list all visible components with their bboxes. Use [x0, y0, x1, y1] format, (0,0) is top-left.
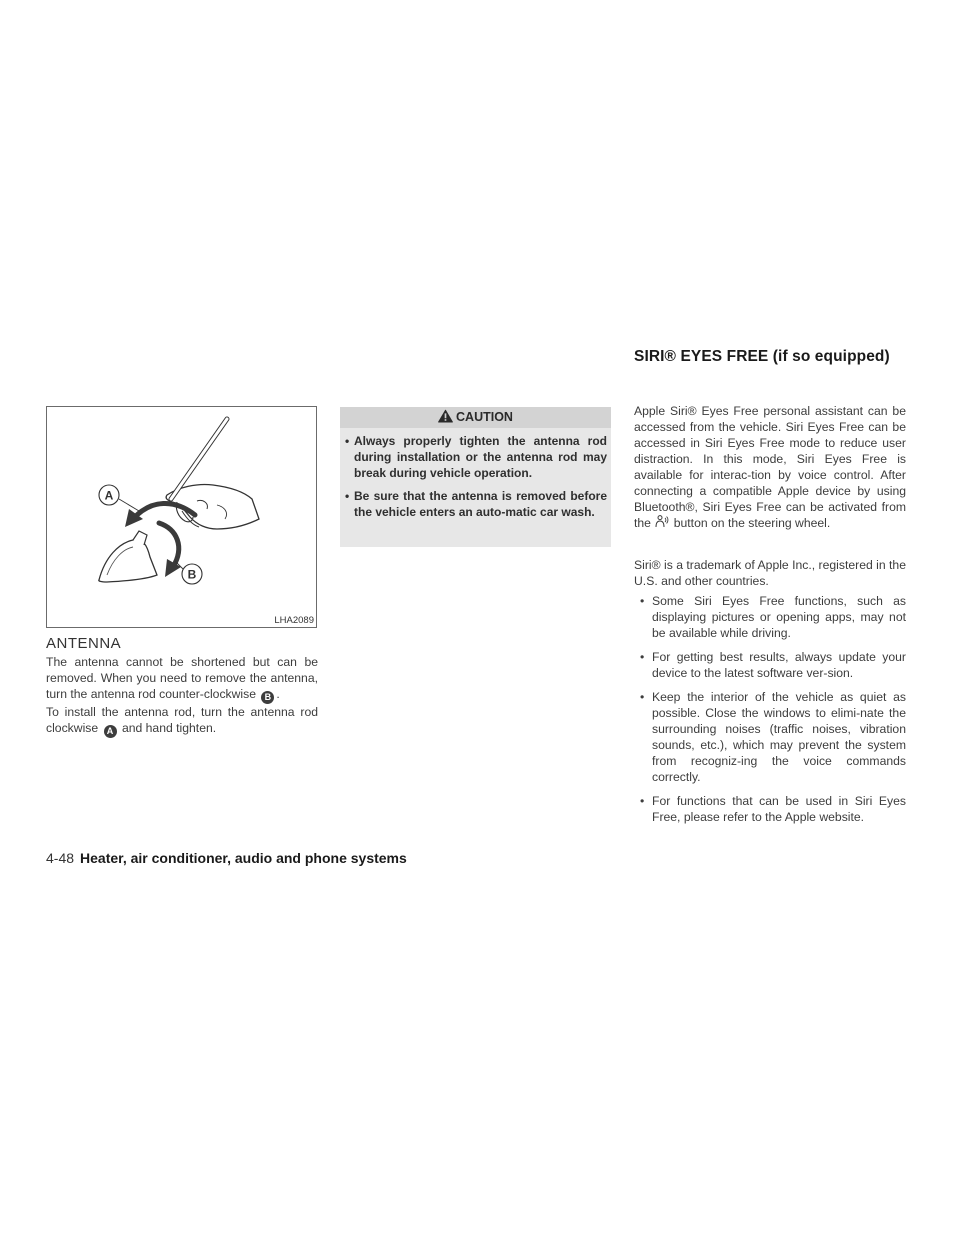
caution-list [346, 433, 607, 527]
list-item-text: Some Siri Eyes Free functions, such as displaying pictures or opening apps, may not be available while driving. [652, 594, 906, 640]
siri-paragraph-1 [634, 403, 906, 531]
caution-title: CAUTION [456, 410, 513, 424]
talk-button-icon [655, 515, 669, 528]
siri-p1-text: Apple Siri® Eyes Free personal assistant can be accessed from the vehicle. Siri Eyes Free can be accessed in Siri Eyes Free mode to reduce user distraction. In this mode, Siri Eyes Free is available for interac-tion by voice control. After connecting a compatible Apple device by using Bluetooth®, Siri Eyes Free can be activated from the [634, 404, 906, 530]
siri-bullet-list [634, 593, 906, 833]
caution-item: • Always properly tighten the antenna rod during installation or the antenna rod may break during vehicle operation. [345, 434, 607, 480]
list-item-text: For functions that can be used in Siri Eyes Free, please refer to the Apple website. [652, 794, 906, 824]
siri-p1-after: button on the steering wheel. [673, 516, 831, 530]
callout-a: A [104, 488, 114, 503]
caution-item: • Be sure that the antenna is removed before the vehicle enters an auto-matic car wash. [345, 489, 607, 519]
antenna-p1-end: . [276, 687, 280, 701]
caution-box [340, 407, 611, 547]
warning-triangle-icon [438, 409, 453, 423]
antenna-p2-text: To install the antenna rod, turn the antenna rod clockwise [46, 705, 318, 735]
antenna-p1-text: The antenna cannot be shortened but can be removed. When you need to remove the antenna, turn the antenna rod counter-clockwise [46, 655, 318, 701]
list-item: • Some Siri Eyes Free functions, such as displaying pictures or opening apps, may not be available while driving. [640, 594, 906, 640]
list-item-text: Keep the interior of the vehicle as quiet as possible. Close the windows to elimi-nate the surrounding noises (traffic noises, vibration sounds, etc.), which may prevent the system from recogniz-ing the voice commands correctly. [652, 690, 906, 784]
list-item: • For getting best results, always update your device to the latest software ver-sion. [640, 650, 906, 680]
antenna-paragraph-2 [46, 704, 318, 738]
antenna-paragraph-1 [46, 654, 318, 704]
siri-paragraph-2: Siri® is a trademark of Apple Inc., registered in the U.S. and other countries. [634, 558, 906, 588]
page-footer [46, 850, 407, 866]
antenna-figure [46, 406, 317, 628]
antenna-title: ANTENNA [46, 635, 122, 652]
callout-b: B [187, 567, 197, 582]
chapter-title: Heater, air conditioner, audio and phone systems [80, 850, 407, 866]
page-number: 4-48 [46, 850, 75, 866]
figure-code: LHA2089 [274, 615, 314, 626]
caution-item-text: Always properly tighten the antenna rod during installation or the antenna rod may break during vehicle operation. [354, 434, 607, 480]
list-item: • Keep the interior of the vehicle as quiet as possible. Close the windows to elimi-nate the surrounding noises (traffic noises, vibration sounds, etc.), which may prevent the system from recogniz-ing the voice commands correctly. [640, 690, 906, 784]
ref-badge-a: A [104, 725, 117, 738]
antenna-p2-end: and hand tighten. [121, 721, 217, 735]
caution-item-text: Be sure that the antenna is removed before the vehicle enters an auto-matic car wash. [354, 489, 607, 519]
ref-badge-b: B [261, 691, 274, 704]
antenna-illustration [47, 407, 316, 627]
section-heading: SIRI® EYES FREE (if so equipped) [634, 348, 890, 365]
list-item: • For functions that can be used in Siri Eyes Free, please refer to the Apple website. [640, 794, 906, 824]
list-item-text: For getting best results, always update your device to the latest software ver-sion. [652, 650, 906, 680]
caution-header [340, 407, 611, 428]
